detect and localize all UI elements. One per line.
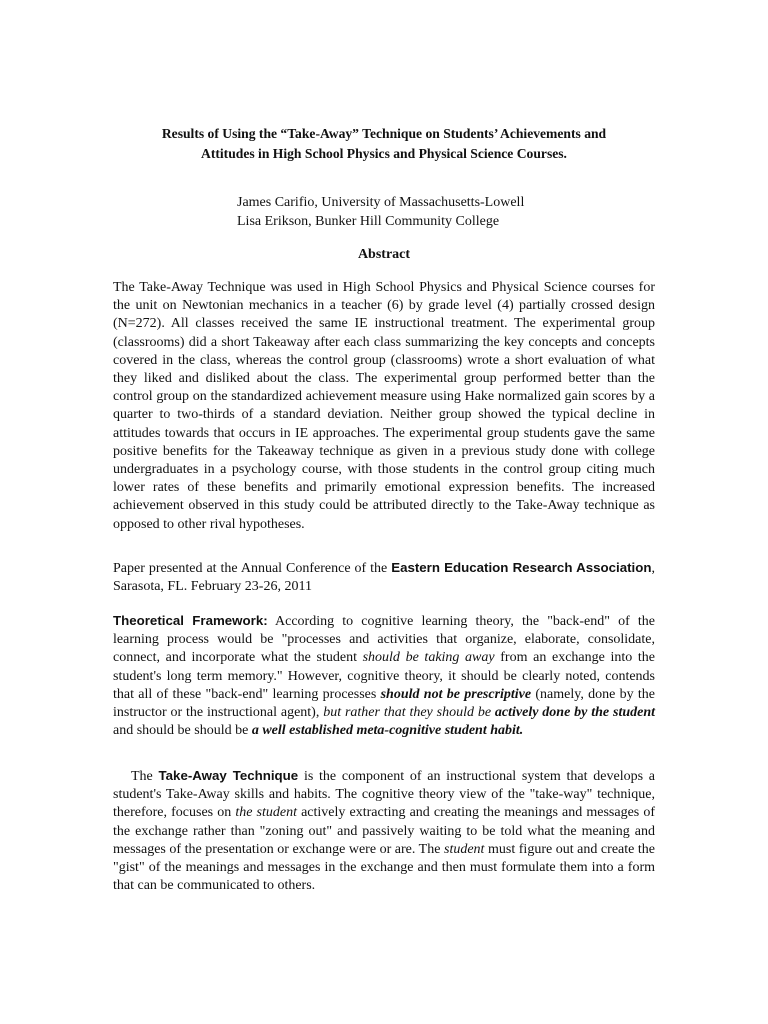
framework-emphasis-1: should be taking away xyxy=(362,650,495,666)
framework-text-2: from an exchange into the student's long term memory." However, cognitive theory, it should be clearly noted, contends that all of these "back-end" learning processes xyxy=(113,650,655,702)
framework-text-5: and should be should be xyxy=(113,723,252,739)
title-line-2: Attitudes in High School Physics and Physical Science Courses. xyxy=(201,146,567,161)
takeaway-emphasis-2: student xyxy=(444,841,485,857)
conference-prefix: Paper presented at the Annual Conference of the xyxy=(113,561,392,576)
takeaway-emphasis-1: the student xyxy=(235,805,297,821)
framework-text-1: According to cognitive learning theory, the "back-end" of the learning process would be "processes and activities that organize, elaborate, consolidate, connect, and incorporate what the student xyxy=(113,614,655,666)
abstract-heading: Abstract xyxy=(357,247,411,262)
framework-strong-1: should not be prescriptive xyxy=(380,686,532,702)
abstract-paragraph: The Take-Away Technique was used in High School Physics and Physical Science courses for the unit on Newtonian mechanics in a teacher (6) by grade level (4) partially crossed design (N=272). All classes received the same IE instructional treatment. The experimental group (classrooms) did a short Takeaway after each class summarizing the key concepts and concepts covered in the class, whereas the control group (classrooms) wrote a short evaluation of what they liked and disliked about the class. The experimental group performed better than the control group on the standardized achievement measure using Hake normalized gain scores by a quarter to two-thirds of a standard deviation. Neither group showed the typical decline in attitudes towards that occurs in IE approaches. The experimental group students gave the same positive benefits for the Takeaway technique as given in a previous study done with college undergraduates in a psychology course, with those students in the control group citing much lower rates of these benefits and primarily emotional expression benefits. The increased achievement observed in this study could be attributed directly to the Take-Away technique as opposed to other rival hypotheses. xyxy=(113,280,655,532)
author-1: James Carifio, University of Massachusetts-Lowell xyxy=(237,195,525,210)
takeaway-text-2: actively extracting and creating the meanings and messages of the exchange rather than "zoning out" and passively waiting to be told what the meaning and messages of the presentation or exchange were or are. The xyxy=(113,805,656,857)
author-2: Lisa Erikson, Bunker Hill Community College xyxy=(237,213,500,229)
takeaway-technique-paragraph xyxy=(113,767,655,895)
takeaway-text-1: is the component of an instructional system that develops a student's Take-Away skills and habits. The cognitive theory view of the "take-way" technique, therefore, focuses on xyxy=(113,769,655,821)
conference-note xyxy=(113,559,655,596)
framework-strong-3: a well established meta-cognitive student habit. xyxy=(251,723,524,739)
framework-heading: Theoretical Framework: xyxy=(113,613,268,628)
framework-text-3: (namely, done by the instructor or the instructional agent), xyxy=(113,686,655,721)
framework-emphasis-2: but rather that they should be xyxy=(323,705,492,721)
title-line-1: Results of Using the “Take-Away” Technique on Students’ Achievements and xyxy=(161,126,607,141)
conference-organization: Eastern Education Research Association xyxy=(391,560,652,575)
paper-title xyxy=(100,124,668,164)
theoretical-framework-paragraph xyxy=(113,612,655,740)
takeaway-text-3: must figure out and create the "gist" of the meanings and messages in the exchange and then must formulate them into a form that can be communicated to others. xyxy=(113,841,655,894)
framework-strong-2: actively done by the student xyxy=(494,705,656,721)
takeaway-term: Take-Away Technique xyxy=(158,768,299,783)
conference-details: , Sarasota, FL. February 23-26, 2011 xyxy=(113,561,655,595)
takeaway-text-0: The xyxy=(131,769,159,784)
author-list xyxy=(237,194,657,231)
